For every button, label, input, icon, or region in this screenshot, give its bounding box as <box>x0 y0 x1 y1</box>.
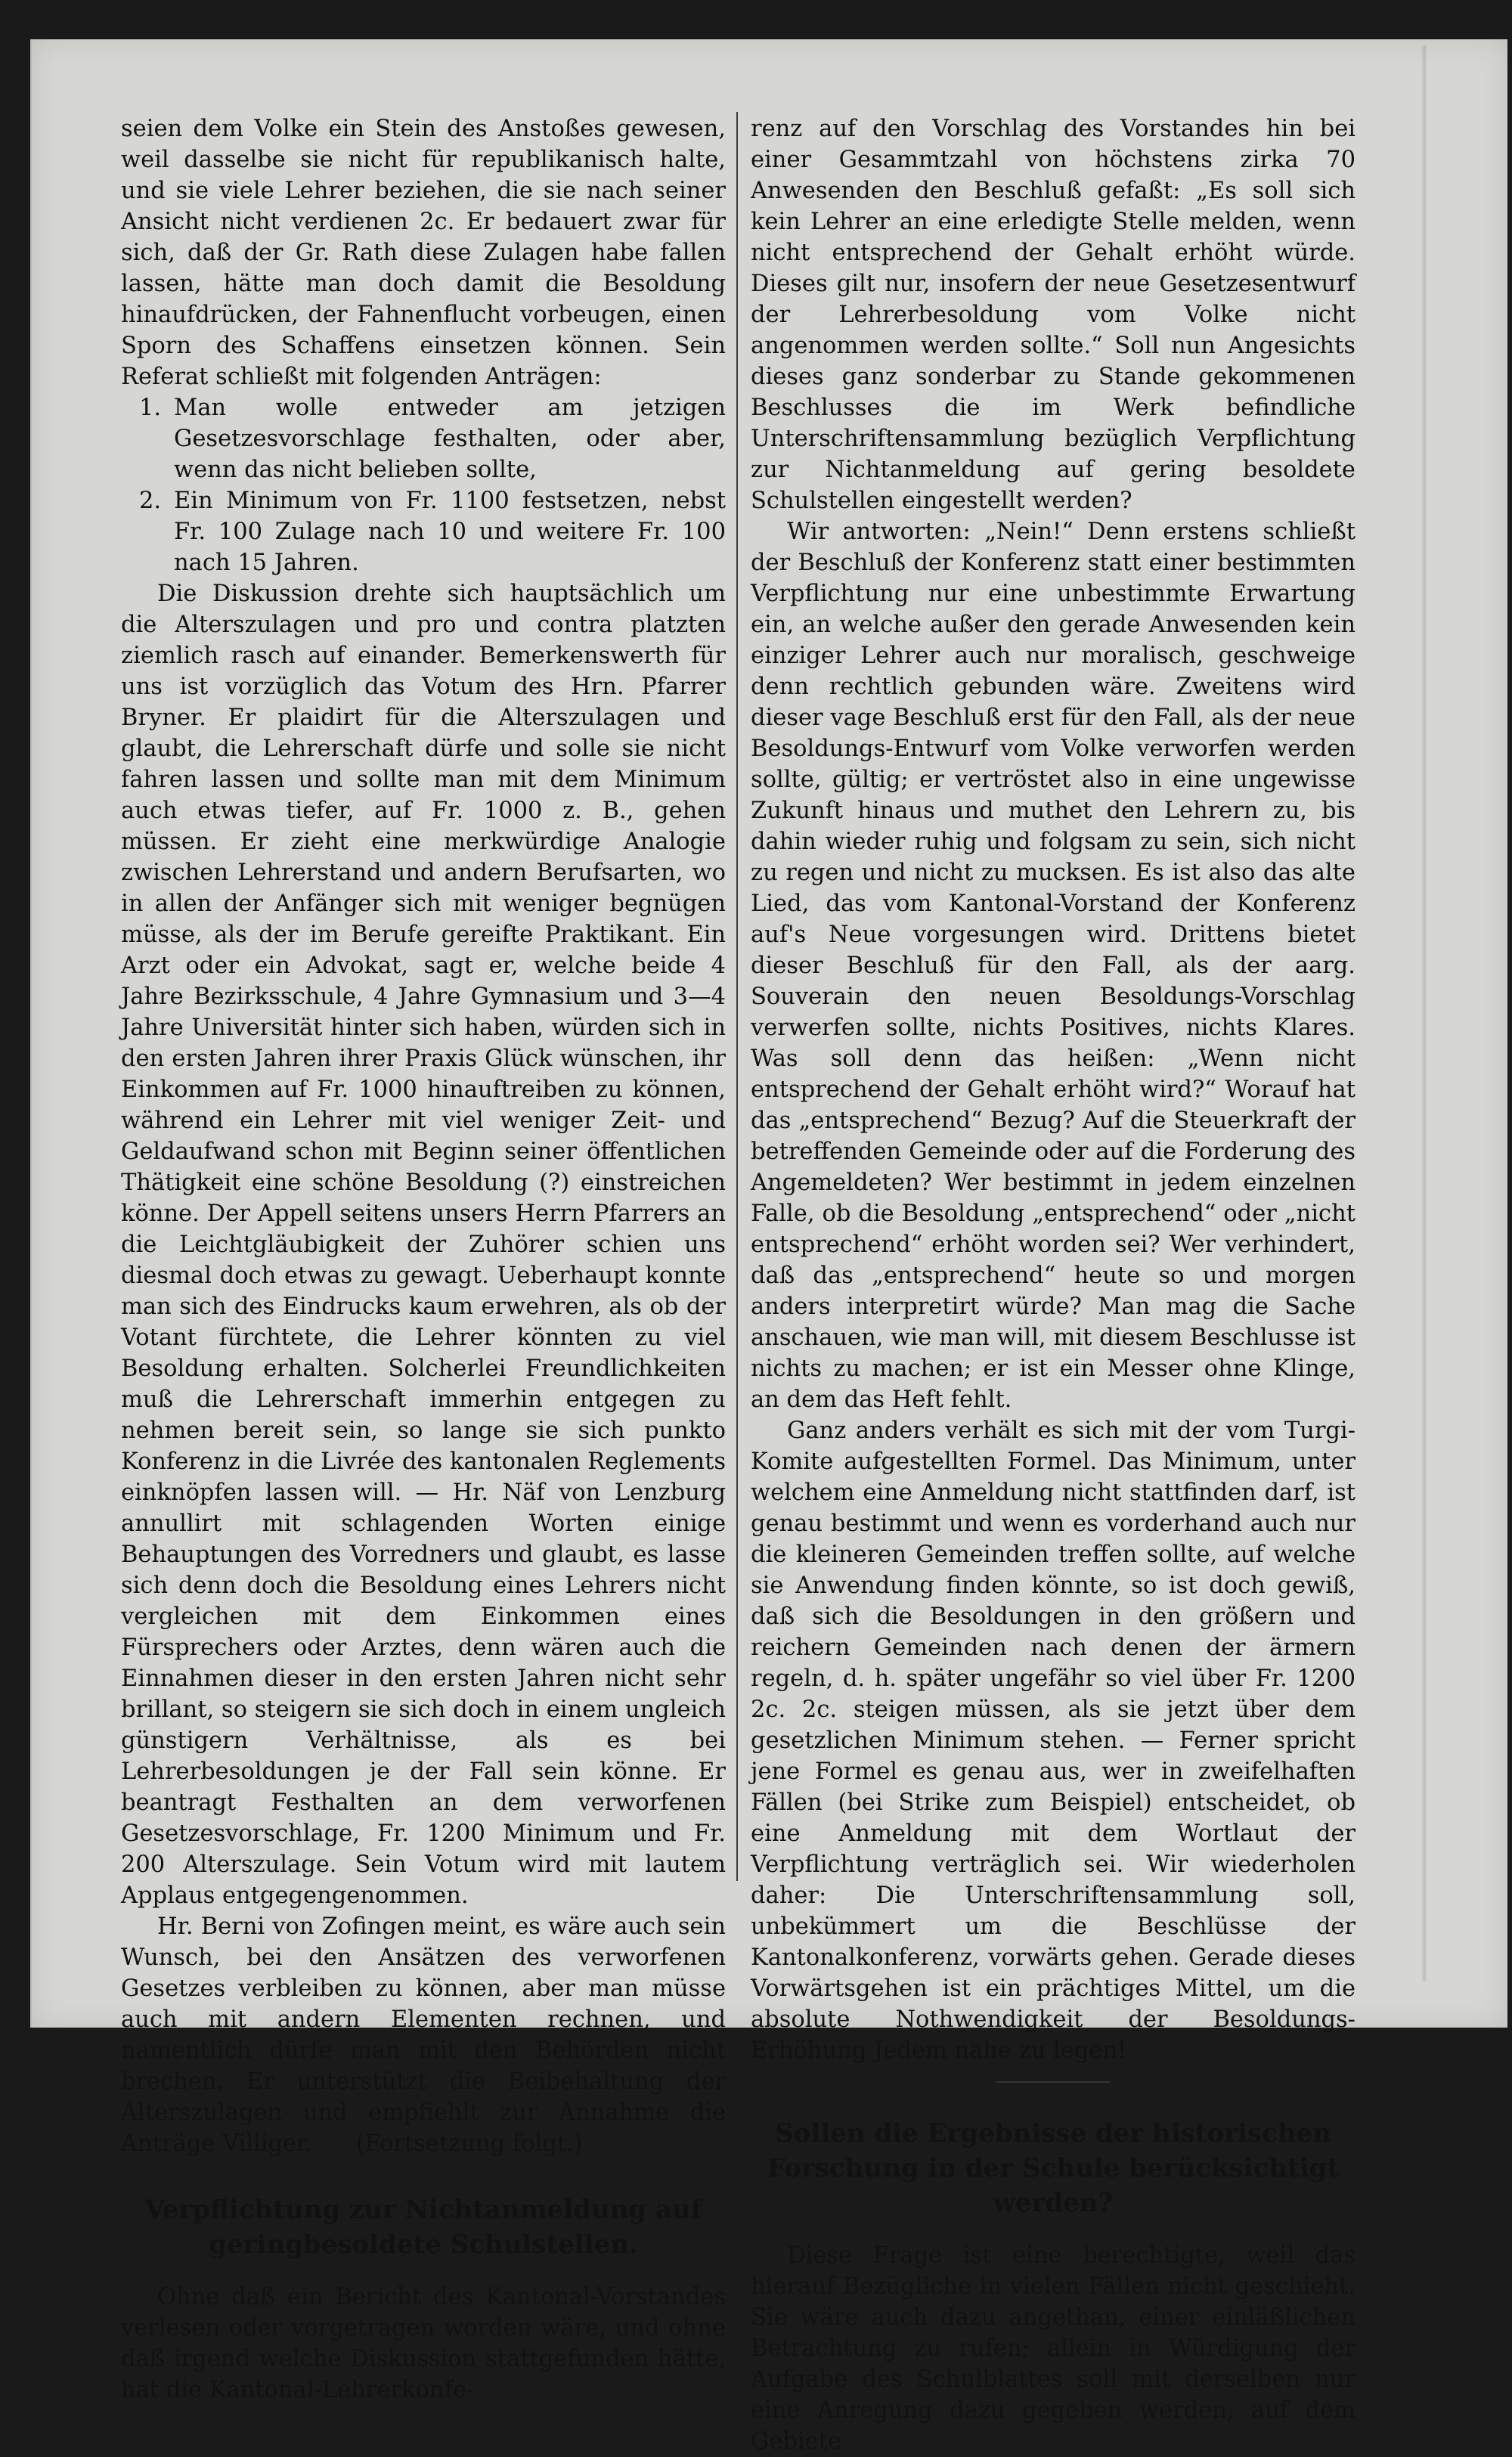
article-paragraph: renz auf den Vorschlag des Vorstandes hin bei einer Gesammtzahl von höchstens zirka 70 Anwesenden den Beschluß gefaßt: „Es soll sich kein Lehrer an eine erledigte Stelle melden, wenn nicht entsprechend der Gehalt erhöht würde. Dieses gilt nur, insofern der neue Gesetzesentwurf der Lehrerbesoldung vom Volke nicht angenommen werden sollte.“ Soll nun Angesichts dieses ganz sonderbar zu Stande gekommenen Beschlusses die im Werk befindliche Unterschriftensammlung bezüglich Verpflichtung zur Nichtanmeldung auf gering besoldete Schulstellen eingestellt werden? <box>751 116 1356 514</box>
article-heading: Sollen die Ergebnisse der historischen Forschung in der Schule berücksichtigt werden? <box>767 2118 1340 2218</box>
section-divider <box>996 2081 1110 2083</box>
list-number: 2. <box>139 488 162 514</box>
list-text: Ein Minimum von Fr. 1100 festsetzen, nebst Fr. 100 Zulage nach 10 und weitere Fr. 100 nach 15 Jahren. <box>174 488 726 576</box>
article-paragraph: Wir antworten: „Nein!“ Denn erstens schließt der Beschluß der Konferenz statt einer bestimmten Verpflichtung nur eine unbestimmte Erwartung ein, an welche außer den gerade Anwesenden kein einziger Lehrer auch nur moralisch, geschweige denn rechtlich gebunden wäre. Zweitens wird dieser vage Beschluß erst für den Fall, als der neue Besoldungs-Entwurf vom Volke verworfen werden sollte, gültig; er vertröstet also in eine ungewisse Zukunft hinaus und muthet den Lehrern zu, bis dahin wieder ruhig und folgsam zu sein, sich nicht zu regen und nicht zu mucksen. Es ist also das alte Lied, das vom Kantonal-Vorstand der Konferenz auf's Neue vorgesungen wird. Drittens bietet dieser Beschluß für den Fall, als der aarg. Souverain den neuen Besoldungs-Vorschlag verwerfen sollte, nichts Positives, nichts Klares. Was soll denn das heißen: „Wenn nicht entsprechend der Gehalt erhöht wird?“ Worauf hat das „entsprechend“ Bezug? Auf die Steuerkraft der betreffenden Gemeinde oder auf die Forderung des Angemeldeten? Wer bestimmt in jedem einzelnen Falle, ob die Besoldung „entsprechend“ oder „nicht entsprechend“ erhöht worden sei? Wer verhindert, daß das „entsprechend“ heute so und morgen anders interpretirt würde? Man mag die Sache anschauen, wie man will, mit diesem Beschlusse ist nichts zu machen; er ist ein Messer ohne Klinge, an dem das Heft fehlt. <box>751 519 1356 1413</box>
list-item <box>121 392 726 485</box>
article-paragraph: Diese Frage ist eine berechtigte, weil das hierauf Bezügliche in vielen Fällen nicht geschieht. Sie wäre auch dazu angethan, einer einläßlichen Betrachtung zu rufen; allein in Würdigung der Aufgabe des Schulblattes soll mit derselben nur eine Anregung dazu gegeben werden, auf dem Gebiete <box>751 2242 1356 2455</box>
article-paragraph <box>121 1911 726 2159</box>
page-fold <box>1421 45 1427 1981</box>
article-heading: Verpflichtung zur Nichtanmeldung auf geringbesoldete Schulstellen. <box>144 2195 702 2260</box>
article-paragraph: Die Diskussion drehte sich hauptsächlich um die Alterszulagen und pro und contra platzten ziemlich rasch auf einander. Bemerkenswerth für uns ist vorzüglich das Votum des Hrn. Pfarrer Bryner. Er plaidirt für die Alterszulagen und glaubt, die Lehrerschaft dürfe und solle sie nicht fahren lassen und sollte man mit dem Minimum auch etwas tiefer, auf Fr. 1000 z. B., gehen müssen. Er zieht eine merkwürdige Analogie zwischen Lehrerstand und andern Berufsarten, wo in allen der Anfänger sich mit weniger begnügen müsse, als der im Berufe gereifte Praktikant. Ein Arzt oder ein Advokat, sagt er, welche beide 4 Jahre Bezirksschule, 4 Jahre Gymnasium und 3—4 Jahre Universität hinter sich haben, würden sich in den ersten Jahren ihrer Praxis Glück wünschen, ihr Einkommen auf Fr. 1000 hinauftreiben zu können, während ein Lehrer mit viel weniger Zeit- und Geldaufwand schon mit Beginn seiner öffentlichen Thätigkeit eine schöne Besoldung (?) einstreichen könne. Der Appell seitens unsers Herrn Pfarrers an die Leichtgläubigkeit der Zuhörer schien uns diesmal doch etwas zu gewagt. Ueberhaupt konnte man sich des Eindrucks kaum erwehren, als ob der Votant fürchtete, die Lehrer könnten zu viel Besoldung erhalten. Solcherlei Freundlichkeiten muß die Lehrerschaft immerhin entgegen zu nehmen bereit sein, so lange sie sich punkto Konferenz in die Livrée des kantonalen Reglements einknöpfen lassen will. — Hr. Näf von Lenzburg annullirt mit schlagenden Worten einige Behauptungen des Vorredners und glaubt, es lasse sich denn doch die Besoldung eines Lehrers nicht vergleichen mit dem Einkommen eines Fürsprechers oder Arztes, denn wären auch die Einnahmen dieser in den ersten Jahren nicht sehr brillant, so steigern sie sich doch in einem ungleich günstigern Verhältnisse, als es bei Lehrerbesoldungen je der Fall sein könne. Er beantragt Festhalten an dem verworfenen Gesetzesvorschlage, Fr. 1200 Minimum und Fr. 200 Alterszulage. Sein Votum wird mit lautem Applaus entgegengenommen. <box>121 581 726 1909</box>
list-number: 1. <box>139 395 162 421</box>
left-column <box>121 113 726 2406</box>
list-item <box>121 485 726 578</box>
article-paragraph: Ganz anders verhält es sich mit der vom Turgi-Komite aufgestellten Formel. Das Minimum, unter welchem eine Anmeldung nicht stattfinden darf, ist genau bestimmt und wenn es vorderhand auch nur die kleineren Gemeinden treffen sollte, auf welche sie Anwendung finden könnte, so ist doch gewiß, daß sich die Besoldungen in den größern und reichern Gemeinden nach denen der ärmern regeln, d. h. später ungefähr so viel über Fr. 1200 2c. 2c. steigen müssen, als sie jetzt über dem gesetzlichen Minimum stehen. — Ferner spricht jene Formel es genau aus, wer in zweifelhaften Fällen (bei Strike zum Beispiel) entscheidet, ob eine Anmeldung mit dem Wortlaut der Verpflichtung verträglich sei. Wir wiederholen daher: Die Unterschriftensammlung soll, unbekümmert um die Beschlüsse der Kantonalkonferenz, vorwärts gehen. Gerade dieses Vorwärtsgehen ist ein prächtiges Mittel, um die absolute Nothwendigkeit der Besoldungs-Erhöhung Jedem nahe zu legen! <box>751 1418 1356 2064</box>
continuation-note: (Fortsetzung folgt.) <box>355 2130 583 2157</box>
article-paragraph: seien dem Volke ein Stein des Anstoßes gewesen, weil dasselbe sie nicht für republikanisch halte, und sie viele Lehrer beziehen, die sie nach seiner Ansicht nicht verdienen 2c. Er bedauert zwar für sich, daß der Gr. Rath diese Zulagen habe fallen lassen, hätte man doch damit die Besoldung hinaufdrücken, der Fahnenflucht vorbeugen, einen Sporn des Schaffens einsetzen können. Sein Referat schließt mit folgenden Anträgen: <box>121 116 726 390</box>
right-column <box>751 113 1356 2457</box>
column-divider <box>736 112 738 1881</box>
paragraph-text: Hr. Berni von Zofingen meint, es wäre auch sein Wunsch, bei den Ansätzen des verworfenen Gesetzes verbleiben zu können, aber man müsse auch mit andern Elementen rechnen, und namentlich dürfe man mit den Behörden nicht brechen. Er unterstützt die Beibehaltung der Alterszulagen und empfiehlt zur Annahme die Anträge Villiger. <box>121 1913 726 2157</box>
article-paragraph: Ohne daß ein Bericht des Kantonal-Vorstandes verlesen oder vorgetragen worden wäre, und ohne daß irgend welche Diskussion stattgefunden hätte, hat die Kantonal-Lehrerkonfe- <box>121 2284 726 2403</box>
motion-list <box>121 392 726 578</box>
list-text: Man wolle entweder am jetzigen Gesetzesvorschlage festhalten, oder aber, wenn das nicht belieben sollte, <box>174 395 726 483</box>
